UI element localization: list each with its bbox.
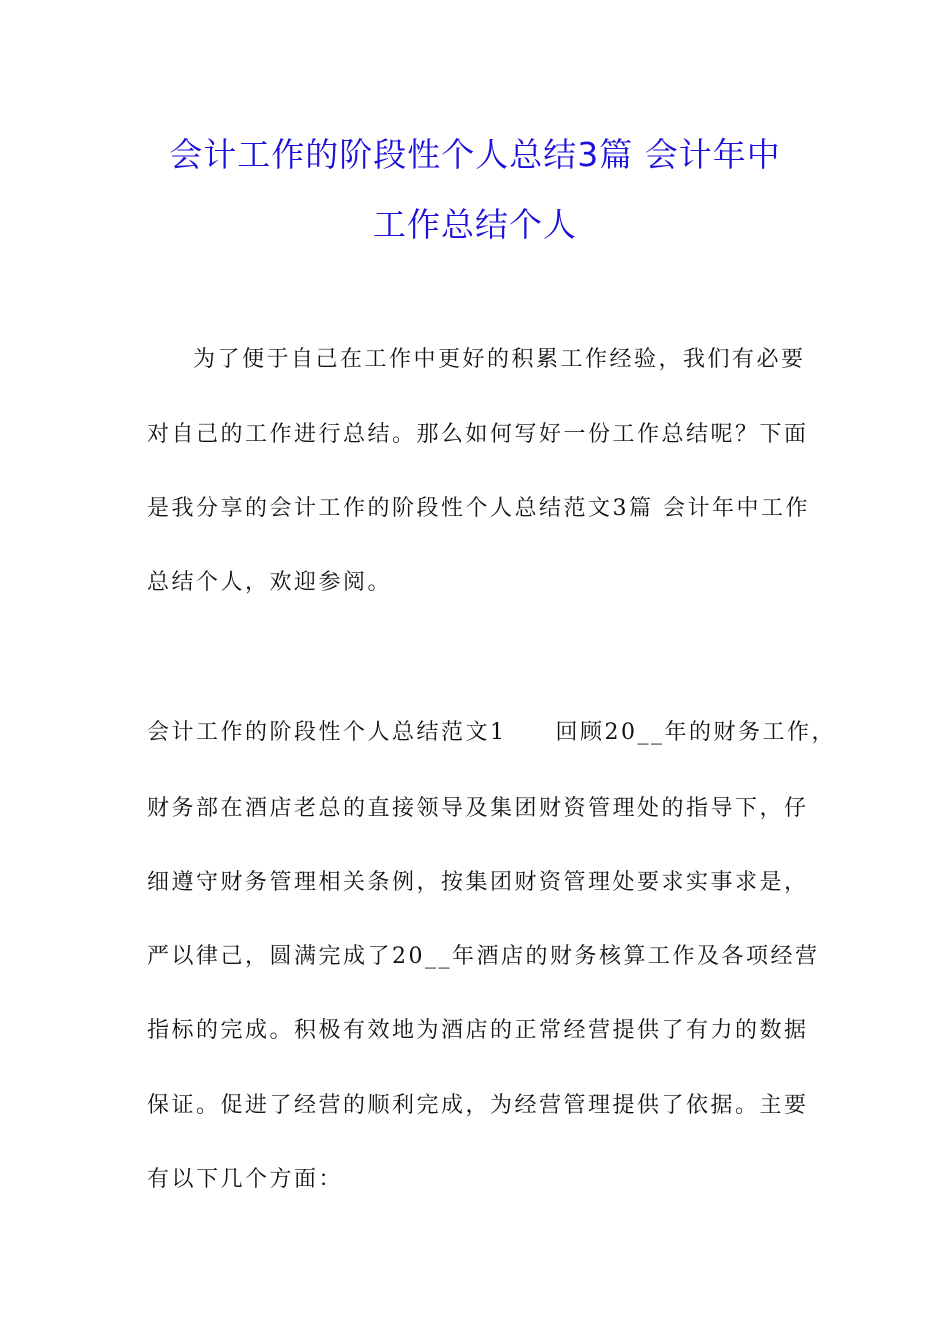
body-line-3: 细遵守财务管理相关条例，按集团财资管理处要求实事求是， (147, 870, 809, 895)
document-title-line-1: 会计工作的阶段性个人总结3篇 会计年中 (169, 135, 781, 174)
body-line-5: 指标的完成。积极有效地为酒店的正常经营提供了有力的数据 (147, 1018, 809, 1043)
document-title-line-2: 工作总结个人 (373, 205, 577, 244)
intro-line-2: 对自己的工作进行总结。那么如何写好一份工作总结呢？下面 (147, 422, 809, 447)
intro-line-4: 总结个人，欢迎参阅。 (147, 570, 393, 595)
body-line-4: 严以律己，圆满完成了20__年酒店的财务核算工作及各项经营 (147, 944, 820, 969)
body-line-6: 保证。促进了经营的顺利完成，为经营管理提供了依据。主要 (147, 1093, 809, 1118)
intro-line-1: 为了便于自己在工作中更好的积累工作经验，我们有必要 (193, 347, 806, 372)
intro-line-3: 是我分享的会计工作的阶段性个人总结范文3篇 会计年中工作 (147, 496, 810, 521)
body-line-2: 财务部在酒店老总的直接领导及集团财资管理处的指导下，仔 (147, 796, 809, 821)
body-line-7: 有以下几个方面： (147, 1167, 344, 1192)
body-line-1: 会计工作的阶段性个人总结范文1 回顾20__年的财务工作， (147, 720, 836, 745)
